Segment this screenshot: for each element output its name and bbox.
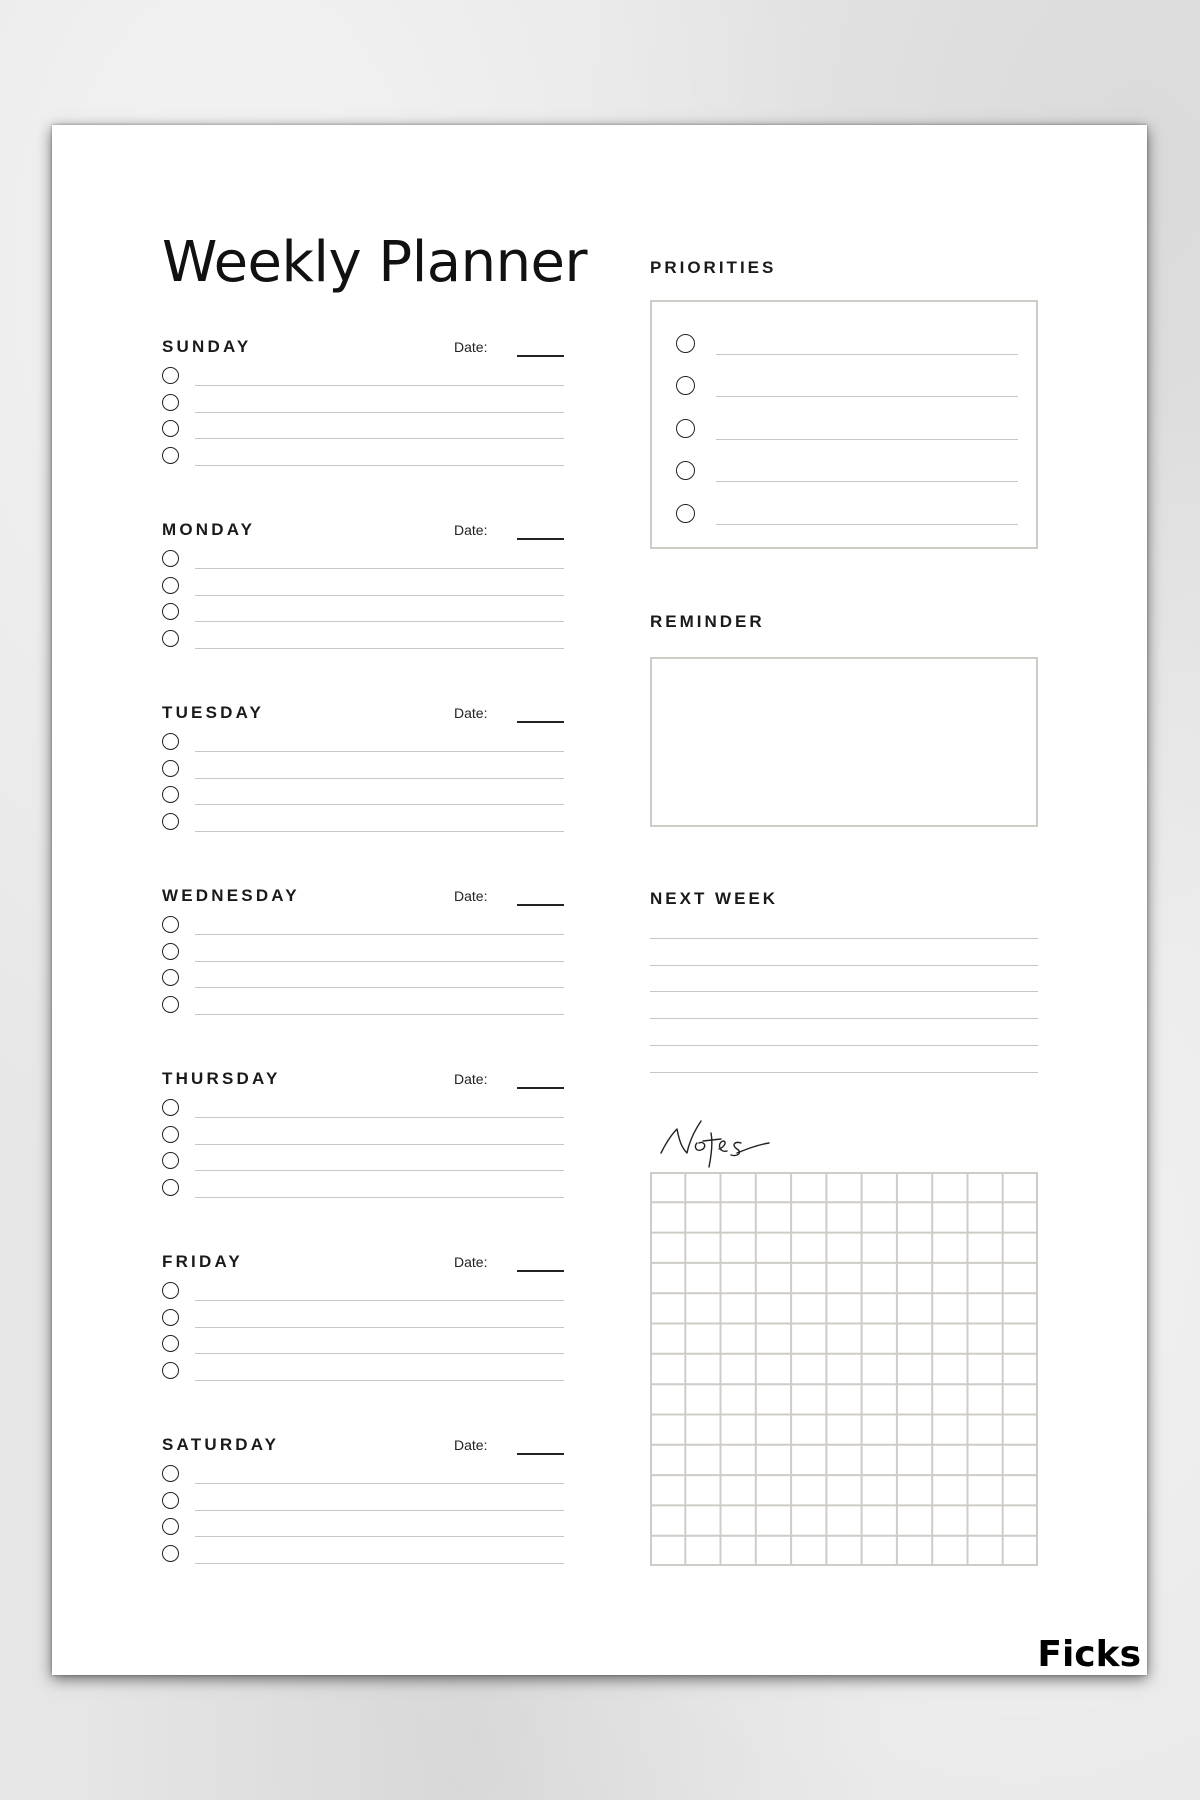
day-section-saturday: [162, 1435, 564, 1575]
checkbox-circle-icon[interactable]: [162, 550, 179, 567]
day-section-wednesday: [162, 886, 564, 1026]
notes-script-heading: [657, 1113, 777, 1173]
task-line: [195, 1300, 564, 1301]
task-line: [195, 1536, 564, 1537]
priority-row[interactable]: [676, 419, 1016, 445]
checkbox-circle-icon[interactable]: [162, 1492, 179, 1509]
task-line: [195, 1483, 564, 1484]
task-row[interactable]: [162, 916, 564, 943]
checkbox-circle-icon[interactable]: [162, 1179, 179, 1196]
next-week-line[interactable]: [650, 991, 1038, 992]
checkbox-circle-icon[interactable]: [162, 1099, 179, 1116]
checkbox-circle-icon[interactable]: [162, 394, 179, 411]
task-row[interactable]: [162, 813, 564, 840]
day-name: TUESDAY: [162, 703, 265, 722]
priority-row[interactable]: [676, 376, 1016, 402]
task-line: [195, 1510, 564, 1511]
date-label: Date:: [454, 339, 488, 355]
task-line: [195, 1327, 564, 1328]
day-section-monday: [162, 520, 564, 660]
reminder-box[interactable]: [650, 657, 1038, 827]
task-line: [195, 1353, 564, 1354]
day-name: WEDNESDAY: [162, 886, 300, 905]
task-row[interactable]: [162, 1518, 564, 1545]
task-row[interactable]: [162, 367, 564, 394]
date-line[interactable]: [517, 538, 564, 540]
priority-row[interactable]: [676, 334, 1016, 360]
page-title: Weekly Planner: [162, 230, 588, 295]
date-label: Date:: [454, 1071, 488, 1087]
task-row[interactable]: [162, 1362, 564, 1389]
priority-row[interactable]: [676, 504, 1016, 530]
day-section-thursday: [162, 1069, 564, 1209]
task-line: [195, 1380, 564, 1381]
checkbox-circle-icon[interactable]: [162, 943, 179, 960]
task-row[interactable]: [162, 760, 564, 787]
task-row[interactable]: [162, 447, 564, 474]
date-line[interactable]: [517, 1087, 564, 1089]
task-line: [195, 1563, 564, 1564]
task-line: [195, 961, 564, 962]
task-row[interactable]: [162, 786, 564, 813]
next-week-heading: NEXT WEEK: [650, 889, 779, 908]
task-line: [195, 412, 564, 413]
task-row[interactable]: [162, 733, 564, 760]
priority-line: [716, 396, 1018, 397]
task-row[interactable]: [162, 1099, 564, 1126]
date-label: Date:: [454, 888, 488, 904]
task-row[interactable]: [162, 1126, 564, 1153]
checkbox-circle-icon[interactable]: [162, 1518, 179, 1535]
notes-grid[interactable]: [650, 1172, 1038, 1566]
checkbox-circle-icon[interactable]: [162, 1309, 179, 1326]
checkbox-circle-icon[interactable]: [162, 447, 179, 464]
checkbox-circle-icon[interactable]: [162, 733, 179, 750]
date-line[interactable]: [517, 1270, 564, 1272]
task-row[interactable]: [162, 577, 564, 604]
priority-line: [716, 481, 1018, 482]
checkbox-circle-icon[interactable]: [162, 1545, 179, 1562]
next-week-line[interactable]: [650, 965, 1038, 966]
date-label: Date:: [454, 705, 488, 721]
date-label: Date:: [454, 1437, 488, 1453]
checkbox-circle-icon[interactable]: [162, 813, 179, 830]
next-week-line[interactable]: [650, 1072, 1038, 1073]
checkbox-circle-icon[interactable]: [162, 760, 179, 777]
next-week-line[interactable]: [650, 938, 1038, 939]
date-label: Date:: [454, 522, 488, 538]
task-row[interactable]: [162, 969, 564, 996]
task-line: [195, 831, 564, 832]
task-line: [195, 438, 564, 439]
checkbox-circle-icon[interactable]: [162, 996, 179, 1013]
checkbox-circle-icon[interactable]: [676, 376, 695, 395]
task-line: [195, 1117, 564, 1118]
task-line: [195, 621, 564, 622]
task-line: [195, 751, 564, 752]
checkbox-circle-icon[interactable]: [676, 504, 695, 523]
priority-line: [716, 524, 1018, 525]
task-row[interactable]: [162, 1545, 564, 1572]
date-line[interactable]: [517, 1453, 564, 1455]
day-section-friday: [162, 1252, 564, 1392]
checkbox-circle-icon[interactable]: [162, 603, 179, 620]
task-line: [195, 1197, 564, 1198]
reminder-heading: REMINDER: [650, 612, 765, 631]
checkbox-circle-icon[interactable]: [162, 1282, 179, 1299]
day-name: THURSDAY: [162, 1069, 281, 1088]
day-name: SATURDAY: [162, 1435, 280, 1454]
task-row[interactable]: [162, 1335, 564, 1362]
task-row[interactable]: [162, 996, 564, 1023]
checkbox-circle-icon[interactable]: [162, 916, 179, 933]
task-line: [195, 987, 564, 988]
day-name: SUNDAY: [162, 337, 252, 356]
task-row[interactable]: [162, 1282, 564, 1309]
priorities-heading: PRIORITIES: [650, 258, 777, 277]
task-row[interactable]: [162, 1179, 564, 1206]
checkbox-circle-icon[interactable]: [162, 1126, 179, 1143]
task-row[interactable]: [162, 1309, 564, 1336]
priority-line: [716, 439, 1018, 440]
day-name: FRIDAY: [162, 1252, 243, 1271]
checkbox-circle-icon[interactable]: [676, 334, 695, 353]
task-row[interactable]: [162, 420, 564, 447]
priority-row[interactable]: [676, 461, 1016, 487]
checkbox-circle-icon[interactable]: [162, 969, 179, 986]
watermark-logo: Ficks: [1037, 1634, 1141, 1675]
task-line: [195, 1014, 564, 1015]
day-section-tuesday: [162, 703, 564, 843]
date-label: Date:: [454, 1254, 488, 1270]
checkbox-circle-icon[interactable]: [162, 1362, 179, 1379]
date-line[interactable]: [517, 904, 564, 906]
date-line[interactable]: [517, 721, 564, 723]
task-line: [195, 1144, 564, 1145]
priority-line: [716, 354, 1018, 355]
task-row[interactable]: [162, 1465, 564, 1492]
task-line: [195, 385, 564, 386]
task-row[interactable]: [162, 1152, 564, 1179]
task-line: [195, 778, 564, 779]
day-section-sunday: [162, 337, 564, 477]
task-row[interactable]: [162, 394, 564, 421]
task-row[interactable]: [162, 1492, 564, 1519]
checkbox-circle-icon[interactable]: [162, 786, 179, 803]
task-line: [195, 934, 564, 935]
checkbox-circle-icon[interactable]: [162, 630, 179, 647]
date-line[interactable]: [517, 355, 564, 357]
planner-sheet: [52, 125, 1147, 1675]
task-line: [195, 648, 564, 649]
checkbox-circle-icon[interactable]: [162, 577, 179, 594]
task-row[interactable]: [162, 630, 564, 657]
next-week-line[interactable]: [650, 1045, 1038, 1046]
priorities-box: [650, 300, 1038, 549]
next-week-line[interactable]: [650, 1018, 1038, 1019]
task-line: [195, 465, 564, 466]
day-name: MONDAY: [162, 520, 256, 539]
task-line: [195, 568, 564, 569]
checkbox-circle-icon[interactable]: [162, 420, 179, 437]
checkbox-circle-icon[interactable]: [162, 1335, 179, 1352]
task-row[interactable]: [162, 943, 564, 970]
checkbox-circle-icon[interactable]: [162, 1152, 179, 1169]
task-line: [195, 595, 564, 596]
checkbox-circle-icon[interactable]: [162, 367, 179, 384]
checkbox-circle-icon[interactable]: [676, 419, 695, 438]
task-row[interactable]: [162, 603, 564, 630]
checkbox-circle-icon[interactable]: [162, 1465, 179, 1482]
task-row[interactable]: [162, 550, 564, 577]
task-line: [195, 1170, 564, 1171]
task-line: [195, 804, 564, 805]
checkbox-circle-icon[interactable]: [676, 461, 695, 480]
